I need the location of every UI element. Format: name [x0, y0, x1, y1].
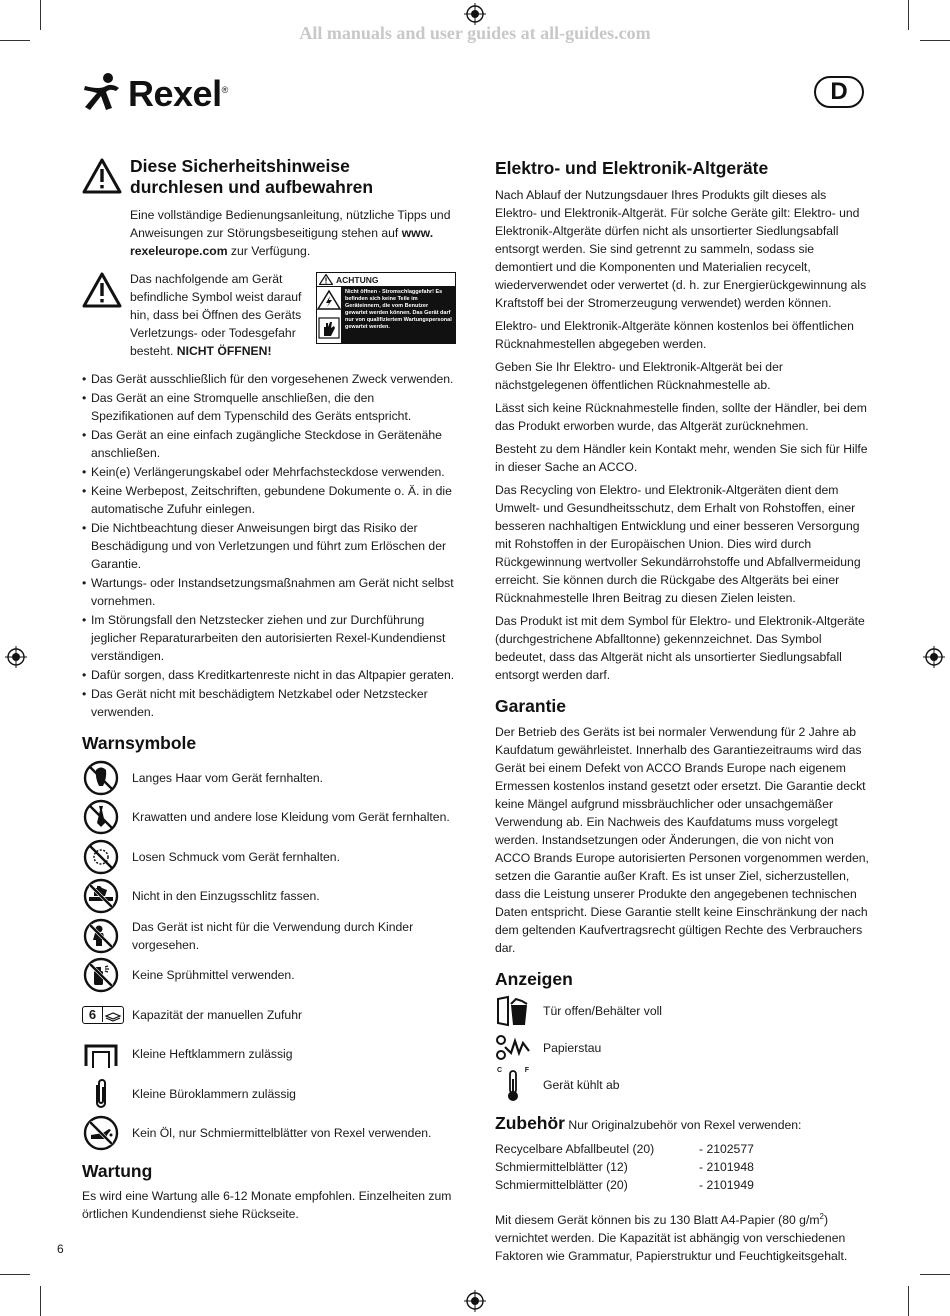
warning-symbol-list [82, 758, 458, 1153]
list-item: Krawatten und andere lose Kleidung vom Gerät fernhalten. [82, 798, 458, 838]
paper-jam-icon [495, 1033, 531, 1063]
capacity-icon: 6 [82, 1006, 124, 1024]
zubehoer-header [495, 1113, 870, 1134]
warnsymbole-title: Warnsymbole [82, 733, 197, 753]
list-item: • Keine Werbepost, Zeitschriften, gebundene Dokumente o. Ä. in die automatische Zufuhr einlegen. [82, 482, 458, 518]
list-item: • Das Gerät an eine einfach zugängliche Steckdose in Gerätenähe anschließen. [82, 426, 458, 462]
accessory-table [495, 1140, 870, 1194]
page-number: 6 [57, 1242, 64, 1256]
hand-shock-icon [317, 316, 341, 340]
weee-paragraph: Das Recycling von Elektro- und Elektronik-Altgeräten dient dem Umwelt- und Gesundheitsschutz, dem Erhalt von Rohstoffen, einer besseren nachhaltigen Entwicklung und einer besseren Versorgung mit Rohstoffen in der Europäischen Union. Dies wird durch Rückgewinnung wertvoller Sekundärrohstoffe und Abfallvermeidung erreicht. Sie können durch die Rückgabe des Altgeräts bei einer Rücknahmestelle Ihren Beitrag zu diesen Zielen leisten. [495, 483, 861, 605]
table-row: Schmiermittelblätter (12) - 2101948 [495, 1160, 754, 1174]
safety-intro: Eine vollständige Bedienungsanleitung, nützliche Tipps und Anweisungen zur Störungsbeseitigung stehen auf www. rexeleurope.com zur Verfügung. [130, 208, 451, 258]
crop-mark [40, 1286, 41, 1316]
weee-paragraph: Lässt sich keine Rücknahmestelle finden, sollte der Händler, bei dem das Produkt erworben wurde, das Altgerät zurücknehmen. [495, 401, 867, 433]
safety-title: Diese Sicherheitshinweise durchlesen und aufbewahren [130, 156, 374, 197]
watermark: All manuals and user guides at all-guides.com [299, 23, 651, 43]
warning-triangle-icon [82, 272, 122, 308]
no-oil-icon [83, 1115, 119, 1151]
list-item: Kein Öl, nur Schmiermittelblätter von Rexel verwenden. [82, 1114, 458, 1154]
paperclip-icon [89, 1077, 113, 1111]
indicator-list [495, 992, 870, 1103]
achtung-label: ACHTUNG Nicht öffnen - Stromschlaggefahr! Es befinden sich keine Teile im Geräteinnern, die vom Benutzer gewartet werden können. Das Gerät darf nur von qualifiziertem Wartungspersonal gewartet werden. [316, 272, 456, 344]
open-warning-notice [82, 270, 458, 360]
list-item: • Dafür sorgen, dass Kreditkartenreste nicht in das Altpapier geraten. [82, 666, 458, 684]
no-long-hair-icon [83, 760, 119, 796]
table-row: Recycelbare Abfallbeutel (20) - 2102577 [495, 1142, 754, 1156]
weee-paragraph: Das Produkt ist mit dem Symbol für Elektro- und Elektronik-Altgeräte (durchgestrichene Abfalltonne) gekennzeichnet. Das Symbol bedeutet, dass das Altgerät nicht als unsortierter Siedlungsabfall entsorgt werden darf. [495, 614, 865, 682]
no-children-icon [83, 918, 119, 954]
garantie-text: Der Betrieb des Geräts ist bei normaler Verwendung für 2 Jahre ab Kaufdatum gewährleistet. Innerhalb des Garantiezeitraums wird das Gerät bei einem Defekt von ACCO Brands Europe nach eigenem Ermessen kostenlos instand gesetzt oder ersetzt. Die Garantie deckt keine Mängel aufgrund missbräuchlicher oder unsachgemäßer Verwendung ab. Ein Nachweis des Kaufdatums muss vorgelegt werden. Instandsetzungen oder Änderungen, die von nicht von ACCO Brands Europe autorisierten Personen vorgenommen werden, setzen die Garantie außer Kraft. Es ist unser Ziel, sicherzustellen, dass die Leistung unserer Produkte den angegebenen technischen Daten entspricht. Diese Garantie stellt keine Einschränkung der nach dem geltenden Kaufvertragsrecht gültigen Rechte des Verbrauchers dar. [495, 725, 869, 955]
small-warning-icon [319, 274, 333, 285]
right-column [495, 156, 870, 1270]
no-spray-icon [83, 957, 119, 993]
list-item: Langes Haar vom Gerät fernhalten. [82, 758, 458, 798]
list-item: • Wartungs- oder Instandsetzungsmaßnahmen am Gerät nicht selbst vornehmen. [82, 574, 458, 610]
left-column [82, 156, 458, 1228]
zubehoer-title: Zubehör [495, 1113, 565, 1133]
weee-title: Elektro- und Elektronik-Altgeräte [495, 158, 769, 178]
crop-mark [920, 1274, 950, 1275]
capacity-text: Mit diesem Gerät können bis zu 130 Blatt A4-Papier (80 $g/m^2$) vernichtet werden. Die Kapazität ist abhängig von verschiedenen Faktoren wie Grammatur, Papierstruktur und Feuchtigkeitsgehalt. [495, 1212, 848, 1264]
list-item: Keine Sprühmittel verwenden. [82, 956, 458, 996]
list-item: Kleine Büroklammern zulässig [82, 1074, 458, 1114]
brand-name: Rexel® [128, 73, 228, 114]
list-item: Kleine Heftklammern zulässig [82, 1035, 458, 1075]
brand-logo [82, 72, 228, 112]
list-item: • Das Gerät an eine Stromquelle anschließen, die den Spezifikationen auf dem Typenschild des Geräts entspricht. [82, 389, 458, 425]
registration-mark-icon [5, 646, 27, 668]
anzeigen-title: Anzeigen [495, 969, 573, 989]
warning-triangle-icon [82, 158, 122, 194]
list-item: Papierstau [495, 1029, 870, 1066]
list-item: 6 Kapazität der manuellen Zufuhr [82, 995, 458, 1035]
door-bin-full-icon [496, 995, 530, 1027]
weee-paragraph: Nach Ablauf der Nutzungsdauer Ihres Produkts gilt dieses als Elektro- und Elektronik-Altgerät. Für solche Geräte gilt: Elektro- und Elektronik-Altgeräte dürfen nicht als unsortierter Siedlungsabfall entsorgt werden. Sie sind getrennt zu sammeln, sodass sie demontiert und die Komponenten und Materialien recycelt, wiederverwendet oder verwertet (d. h. zur Energierückgewinnung als Kraftstoff bei der Stromerzeugung verwendet) werden können. [495, 188, 867, 310]
list-item: Nicht in den Einzugsschlitz fassen. [82, 877, 458, 917]
list-item: • Kein(e) Verlängerungskabel oder Mehrfachsteckdose verwenden. [82, 463, 458, 481]
list-item: Losen Schmuck vom Gerät fernhalten. [82, 837, 458, 877]
weee-paragraph: Besteht zu dem Händler kein Kontakt mehr, wenden Sie sich für Hilfe in dieser Sache an ACCO. [495, 442, 868, 474]
notice-text: Das nachfolgende am Gerät befindliche Symbol weist darauf hin, dass bei Öffnen des Geräts Verletzungs- oder Todesgefahr besteht. NICHT ÖFFNEN! [130, 272, 302, 358]
table-row: Schmiermittelblätter (20) - 2101949 [495, 1178, 754, 1192]
thermometer-icon [498, 1067, 528, 1103]
no-tie-icon [83, 799, 119, 835]
weee-paragraph: Geben Sie Ihr Elektro- und Elektronik-Altgerät bei der nächstgelegenen öffentlichen Rücknahmestelle ab. [495, 360, 783, 392]
safety-header [82, 156, 458, 198]
list-item: Das Gerät ist nicht für die Verwendung durch Kinder vorgesehen. [82, 916, 458, 956]
zubehoer-subtitle: Nur Originalzubehör von Rexel verwenden: [568, 1118, 802, 1132]
lightning-warning-icon [317, 290, 341, 310]
wartung-text: Es wird eine Wartung alle 6-12 Monate empfohlen. Einzelheiten zum örtlichen Kundendienst siehe Rückseite. [82, 1189, 452, 1221]
garantie-title: Garantie [495, 696, 566, 716]
staple-icon [83, 1038, 119, 1070]
no-jewellery-icon [83, 839, 119, 875]
list-item: • Das Gerät ausschließlich für den vorgesehenen Zweck verwenden. [82, 370, 458, 388]
registration-mark-icon [923, 646, 945, 668]
language-badge: D [814, 76, 864, 108]
list-item: Tür offen/Behälter voll [495, 992, 870, 1029]
weee-paragraph: Elektro- und Elektronik-Altgeräte können kostenlos bei öffentlichen Rücknahmestellen abgegeben werden. [495, 319, 854, 351]
rexel-figure-icon [82, 72, 122, 112]
website-link[interactable]: www. rexeleurope.com [130, 226, 434, 258]
list-item: • Im Störungsfall den Netzstecker ziehen und zur Durchführung jeglicher Reparaturarbeiten den autorisierten Rexel-Kundendienst verständigen. [82, 611, 458, 665]
list-item: • Die Nichtbeachtung dieser Anweisungen birgt das Risiko der Beschädigung und von Verletzungen und führt zum Erlöschen der Garantie. [82, 519, 458, 573]
safety-list [82, 370, 458, 721]
crop-mark [908, 1286, 909, 1316]
list-item: • Das Gerät nicht mit beschädigtem Netzkabel oder Netzstecker verwenden. [82, 685, 458, 721]
registration-mark-icon [464, 3, 486, 25]
list-item: C F Gerät kühlt ab [495, 1066, 870, 1103]
registration-mark-icon [464, 1290, 486, 1312]
wartung-title: Wartung [82, 1161, 153, 1181]
crop-mark [0, 1274, 30, 1275]
no-hands-icon [83, 878, 119, 914]
